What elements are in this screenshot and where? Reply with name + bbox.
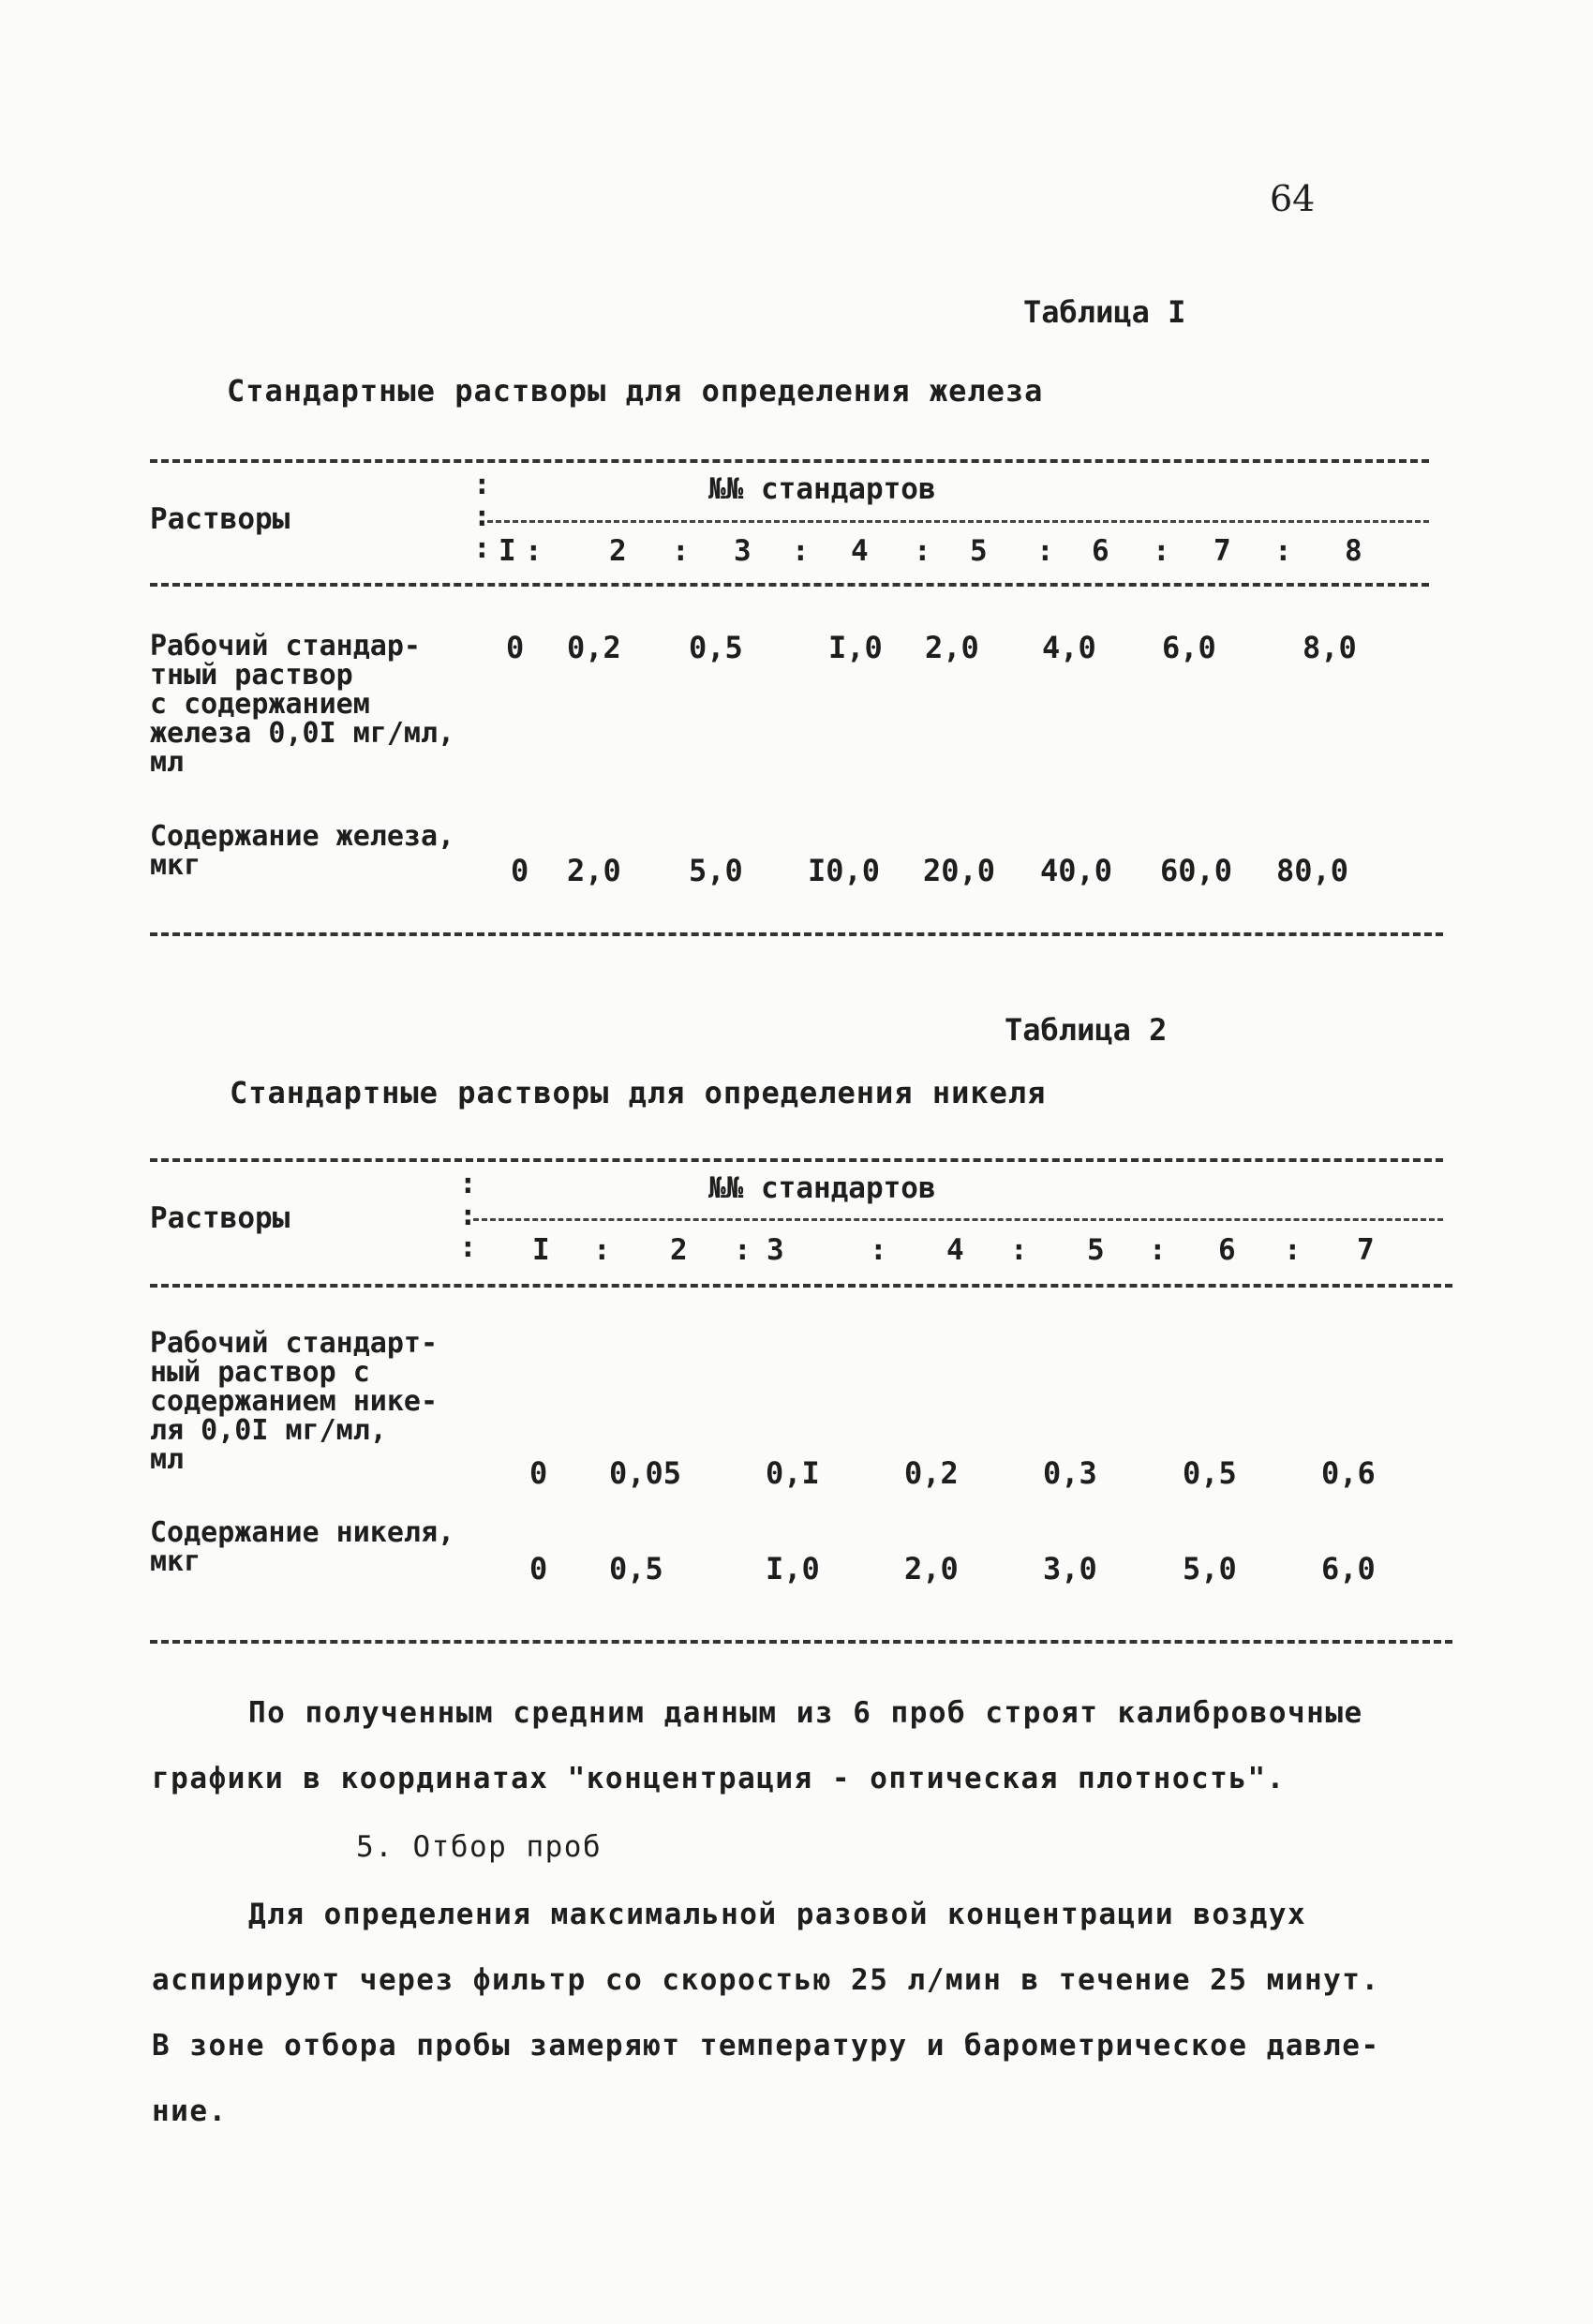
- paragraph2-line1: Для определения максимальной разовой концентрации воздух: [248, 1898, 1307, 1931]
- table1-col-6: 6: [1092, 534, 1109, 568]
- table1-top-rule: [150, 459, 1429, 463]
- paragraph2-line2: аспирируют через фильтр со скоростью 25 л/мин в течение 25 минут.: [152, 1963, 1380, 1997]
- table-cell: 8,0: [1303, 630, 1357, 665]
- table-cell: 0: [529, 1551, 548, 1587]
- table1-row2-label: Содержание железа, мкг: [150, 820, 455, 882]
- table2-col-1: I: [532, 1233, 550, 1267]
- table-cell: 60,0: [1160, 853, 1233, 888]
- table-cell: 3,0: [1043, 1551, 1097, 1587]
- table2-row2-label: Содержание никеля, мкг: [150, 1516, 455, 1578]
- table-cell: 0,5: [609, 1551, 663, 1587]
- table1-col-2: 2: [609, 534, 627, 568]
- col-sep: :: [1284, 1233, 1302, 1267]
- col-sep: :: [593, 1233, 611, 1267]
- col-sep: :: [525, 534, 543, 568]
- table-cell: 0,6: [1321, 1455, 1376, 1491]
- col-sep: :: [1274, 534, 1292, 568]
- table-cell: 0: [511, 853, 529, 888]
- table-cell: 0,I: [766, 1455, 820, 1491]
- table-cell: 2,0: [904, 1551, 959, 1587]
- col-sep: :: [870, 1233, 887, 1267]
- table1-header-separator: : : :: [473, 468, 491, 565]
- table-cell: 0,5: [1183, 1455, 1237, 1491]
- section-heading: 5. Отбор проб: [356, 1830, 603, 1864]
- col-sep: :: [792, 534, 810, 568]
- table-cell: 0,5: [689, 630, 743, 665]
- paragraph1-line2: графики в координатах "концентрация - оптическая плотность".: [152, 1762, 1286, 1795]
- table-cell: 20,0: [923, 853, 996, 888]
- table1-header-rule: [150, 583, 1429, 587]
- table1-bottom-rule: [150, 932, 1443, 936]
- table2-col-4: 4: [946, 1233, 964, 1267]
- col-sep: :: [672, 534, 690, 568]
- col-sep: :: [914, 534, 931, 568]
- table2-bottom-rule: [150, 1640, 1452, 1644]
- table-cell: 4,0: [1042, 630, 1096, 665]
- table1-col-5: 5: [970, 534, 988, 568]
- col-sep: :: [734, 1233, 752, 1267]
- table-cell: 6,0: [1162, 630, 1216, 665]
- col-sep: :: [1149, 1233, 1167, 1267]
- table-cell: 80,0: [1276, 853, 1349, 888]
- table-cell: 6,0: [1321, 1551, 1376, 1587]
- table2-title: Стандартные растворы для определения никеля: [230, 1075, 1047, 1110]
- table2-row1-label: Рабочий стандарт- ный раствор с содержанием нике- ля 0,0I мг/мл, мл: [150, 1327, 439, 1476]
- col-sep: :: [1036, 534, 1054, 568]
- paragraph2-line4: ние.: [152, 2094, 228, 2128]
- col-sep: :: [1010, 1233, 1028, 1267]
- table1-caption: Таблица I: [1023, 294, 1186, 330]
- table1-col-1: I: [499, 534, 516, 568]
- table-cell: 0: [529, 1455, 548, 1491]
- table-cell: I,0: [766, 1551, 820, 1587]
- table-cell: 0,3: [1043, 1455, 1097, 1491]
- table1-row-header: Растворы: [150, 502, 290, 536]
- table2-caption: Таблица 2: [1005, 1012, 1168, 1048]
- table1-col-3: 3: [734, 534, 752, 568]
- table2-col-6: 6: [1218, 1233, 1236, 1267]
- table2-group-header: №№ стандартов: [708, 1171, 936, 1205]
- table2-header-divider: [473, 1218, 1443, 1221]
- table-cell: 0,2: [904, 1455, 959, 1491]
- table2-col-3: 3: [767, 1233, 784, 1267]
- paragraph1-line1: По полученным средним данным из 6 проб строят калибровочные: [248, 1696, 1363, 1730]
- table2-row-header: Растворы: [150, 1201, 290, 1235]
- table-cell: I0,0: [808, 853, 881, 888]
- table2-col-5: 5: [1087, 1233, 1105, 1267]
- table-cell: 5,0: [689, 853, 743, 888]
- table-cell: 40,0: [1040, 853, 1113, 888]
- table1-row1-label: Рабочий стандар- тный раствор с содержанием железа 0,0I мг/мл, мл: [150, 630, 455, 779]
- table1-col-8: 8: [1345, 534, 1362, 568]
- page-number: 64: [1270, 178, 1316, 219]
- col-sep: :: [1153, 534, 1170, 568]
- table1-group-header: №№ стандартов: [708, 472, 936, 506]
- table-cell: 0: [506, 630, 525, 665]
- table1-col-4: 4: [851, 534, 869, 568]
- paragraph2-line3: В зоне отбора пробы замеряют температуру и барометрическое давле-: [152, 2029, 1380, 2063]
- table-cell: 5,0: [1183, 1551, 1237, 1587]
- table1-header-divider: [487, 520, 1429, 523]
- table2-top-rule: [150, 1158, 1443, 1162]
- table-cell: 0,2: [567, 630, 621, 665]
- table2-col-7: 7: [1357, 1233, 1375, 1267]
- table-cell: 2,0: [925, 630, 979, 665]
- table-cell: I,0: [828, 630, 883, 665]
- table-cell: 2,0: [567, 853, 621, 888]
- table1-title: Стандартные растворы для определения железа: [227, 373, 1044, 409]
- table2-header-rule: [150, 1284, 1452, 1288]
- table1-col-7: 7: [1213, 534, 1231, 568]
- table2-header-separator: : : :: [459, 1167, 477, 1264]
- table2-col-2: 2: [670, 1233, 688, 1267]
- table-cell: 0,05: [609, 1455, 682, 1491]
